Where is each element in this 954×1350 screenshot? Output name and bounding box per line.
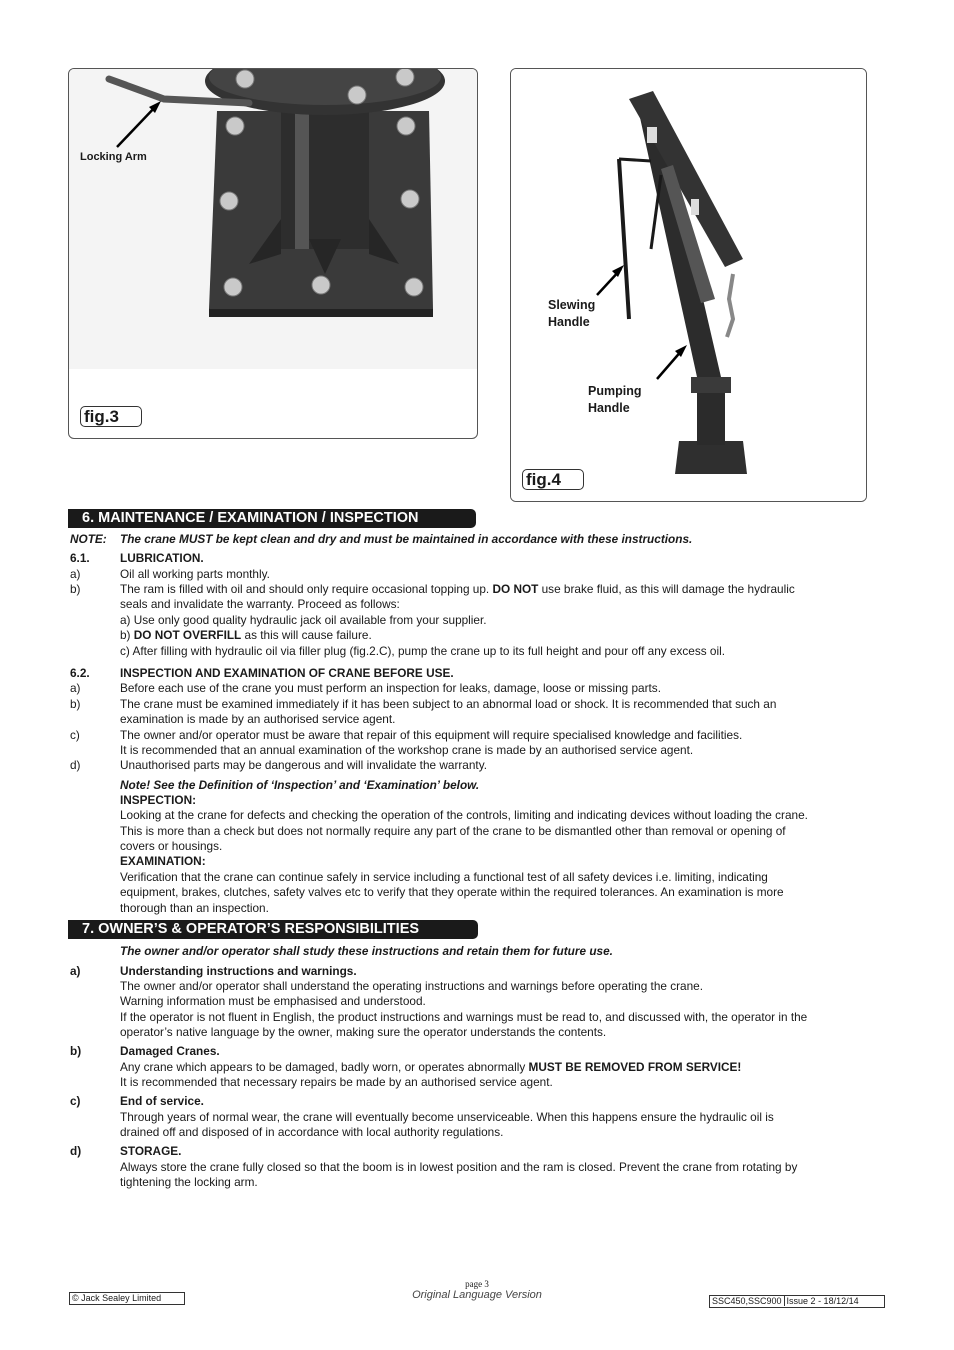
s7-a-title: Understanding instructions and warnings. [120,964,357,978]
pumping-line1: Pumping [588,384,642,398]
s61-title: LUBRICATION. [120,551,204,565]
original-language: Original Language Version [412,1289,542,1301]
s61-a-label: a) [70,567,81,581]
s7-d-label: d) [70,1144,82,1158]
s61-b-line1 [120,582,795,598]
s61-a-text: Oil all working parts monthly. [120,567,270,581]
crane-photo [511,69,866,501]
locking-arm-label: Locking Arm [80,151,147,163]
crane-base-photo [69,69,477,438]
s7-b-line2: It is recommended that necessary repairs be made by an authorised service agent. [120,1075,553,1089]
fig4-label: fig.4 [522,469,584,490]
s61-number: 6.1. [70,551,90,565]
examination-line2: equipment, brakes, clutches, safety valves etc to verify that they operate within the required tolerances. An examination is more [120,885,784,899]
s61-b-sub-b [120,628,372,644]
s62-c-label: c) [70,728,80,742]
s62-a-label: a) [70,681,81,695]
note-label: NOTE: [70,532,107,546]
s62-b-line1: The crane must be examined immediately if it has been subject to an abnormal load or shock. It is recommended that such an [120,697,777,711]
s61-b-pre: The ram is filled with oil and should only require occasional topping up. [120,582,493,596]
s62-c-line1: The owner and/or operator must be aware that repair of this equipment will require specialised knowledge and facilities. [120,728,743,742]
s7-c-title: End of service. [120,1094,204,1108]
examination-line3: thorough than an inspection. [120,901,269,915]
s7-c-label: c) [70,1094,81,1108]
s7-b-title: Damaged Cranes. [120,1044,220,1058]
s62-b-line2: examination is made by an authorised service agent. [120,712,396,726]
s61-b-sub-a: a) Use only good quality hydraulic jack oil available from your supplier. [120,613,487,627]
s7-b-pre: Any crane which appears to be damaged, badly worn, or operates abnormally [120,1060,529,1074]
model-issue-box [709,1295,885,1308]
s62-d-label: d) [70,758,81,772]
s7-b-bold: MUST BE REMOVED FROM SERVICE! [528,1060,742,1074]
page-number: page 3 [465,1279,489,1289]
s7-c-line2: drained off and disposed of in accordance with local authority regulations. [120,1125,504,1139]
s7-b-line1 [120,1060,741,1076]
s61-b-bold: DO NOT [492,582,539,596]
inspection-title: INSPECTION: [120,793,197,807]
issue-date: Issue 2 - 18/12/14 [786,1296,859,1306]
inspection-line2: This is more than a check but does not normally require any part of the crane to be dismantled other than removal or opening of [120,824,786,838]
s7-a-line1: The owner and/or operator shall understand the operating instructions and warnings before operating the crane. [120,979,704,993]
s62-number: 6.2. [70,666,90,680]
s7-d-line2: tightening the locking arm. [120,1175,258,1189]
slewing-handle-label [548,297,595,331]
s7-d-title: STORAGE. [120,1144,182,1158]
fig4-panel [510,68,867,502]
s61-b-post: use brake fluid, as this will damage the hydraulic [538,582,795,596]
slewing-line1: Slewing [548,298,596,312]
pumping-line2: Handle [588,401,630,415]
s7-b-label: b) [70,1044,82,1058]
s61-b-sub-b-bold: DO NOT OVERFILL [133,628,242,642]
inspection-line3: covers or housings. [120,839,223,853]
s7-a-line3: If the operator is not fluent in English, the product instructions and warnings must be read to, and discussed with, the operator in the [120,1010,808,1024]
s62-d-text: Unauthorised parts may be dangerous and will invalidate the warranty. [120,758,487,772]
s62-a-text: Before each use of the crane you must perform an inspection for leaks, damage, loose or missing parts. [120,681,661,695]
copyright: © Jack Sealey Limited [69,1292,185,1305]
note-text: The crane MUST be kept clean and dry and must be maintained in accordance with these instructions. [120,532,693,546]
model-numbers: SSC450,SSC900 [710,1296,785,1306]
s7-a-label: a) [70,964,81,978]
s62-title: INSPECTION AND EXAMINATION OF CRANE BEFORE USE. [120,666,454,680]
section7-heading: 7. OWNER’S & OPERATOR’S RESPONSIBILITIES [68,920,478,939]
fig3-label: fig.3 [80,406,142,427]
s7-c-line1: Through years of normal wear, the crane will eventually become unserviceable. When this happens ensure the hydraulic oil is [120,1110,774,1124]
inspection-line1: Looking at the crane for defects and checking the operation of the controls, limiting and indicating devices without loading the crane. [120,808,808,822]
s7-a-line2: Warning information must be emphasised and understood. [120,994,426,1008]
examination-line1: Verification that the crane can continue safely in service including a functional test of all safety devices i.e. limiting, indicating [120,870,768,884]
pumping-handle-label [588,383,641,417]
fig3-panel [68,68,478,439]
slewing-line2: Handle [548,315,590,329]
definition-note: Note! See the Definition of ‘Inspection’ and ‘Examination’ below. [120,778,480,792]
s61-b-line2: seals and invalidate the warranty. Proceed as follows: [120,597,400,611]
s62-b-label: b) [70,697,81,711]
s61-b-label: b) [70,582,81,596]
section6-heading: 6. MAINTENANCE / EXAMINATION / INSPECTION [68,509,476,528]
examination-title: EXAMINATION: [120,854,206,868]
s61-b-sub-c: c) After filling with hydraulic oil via filler plug (fig.2.C), pump the crane up to its full height and pour off any excess oil. [120,644,725,658]
s62-c-line2: It is recommended that an annual examination of the workshop crane is made by an authorised service agent. [120,743,694,757]
s61-b-sub-b-post: as this will cause failure. [241,628,372,642]
s7-d-line1: Always store the crane fully closed so that the boom is in lowest position and the ram is closed. Prevent the crane from rotating by [120,1160,798,1174]
s61-b-sub-b-pre: b) [120,628,134,642]
section7-intro: The owner and/or operator shall study these instructions and retain them for future use. [120,944,613,958]
s7-a-line4: operator’s native language by the owner, making sure the operator understands the contents. [120,1025,607,1039]
